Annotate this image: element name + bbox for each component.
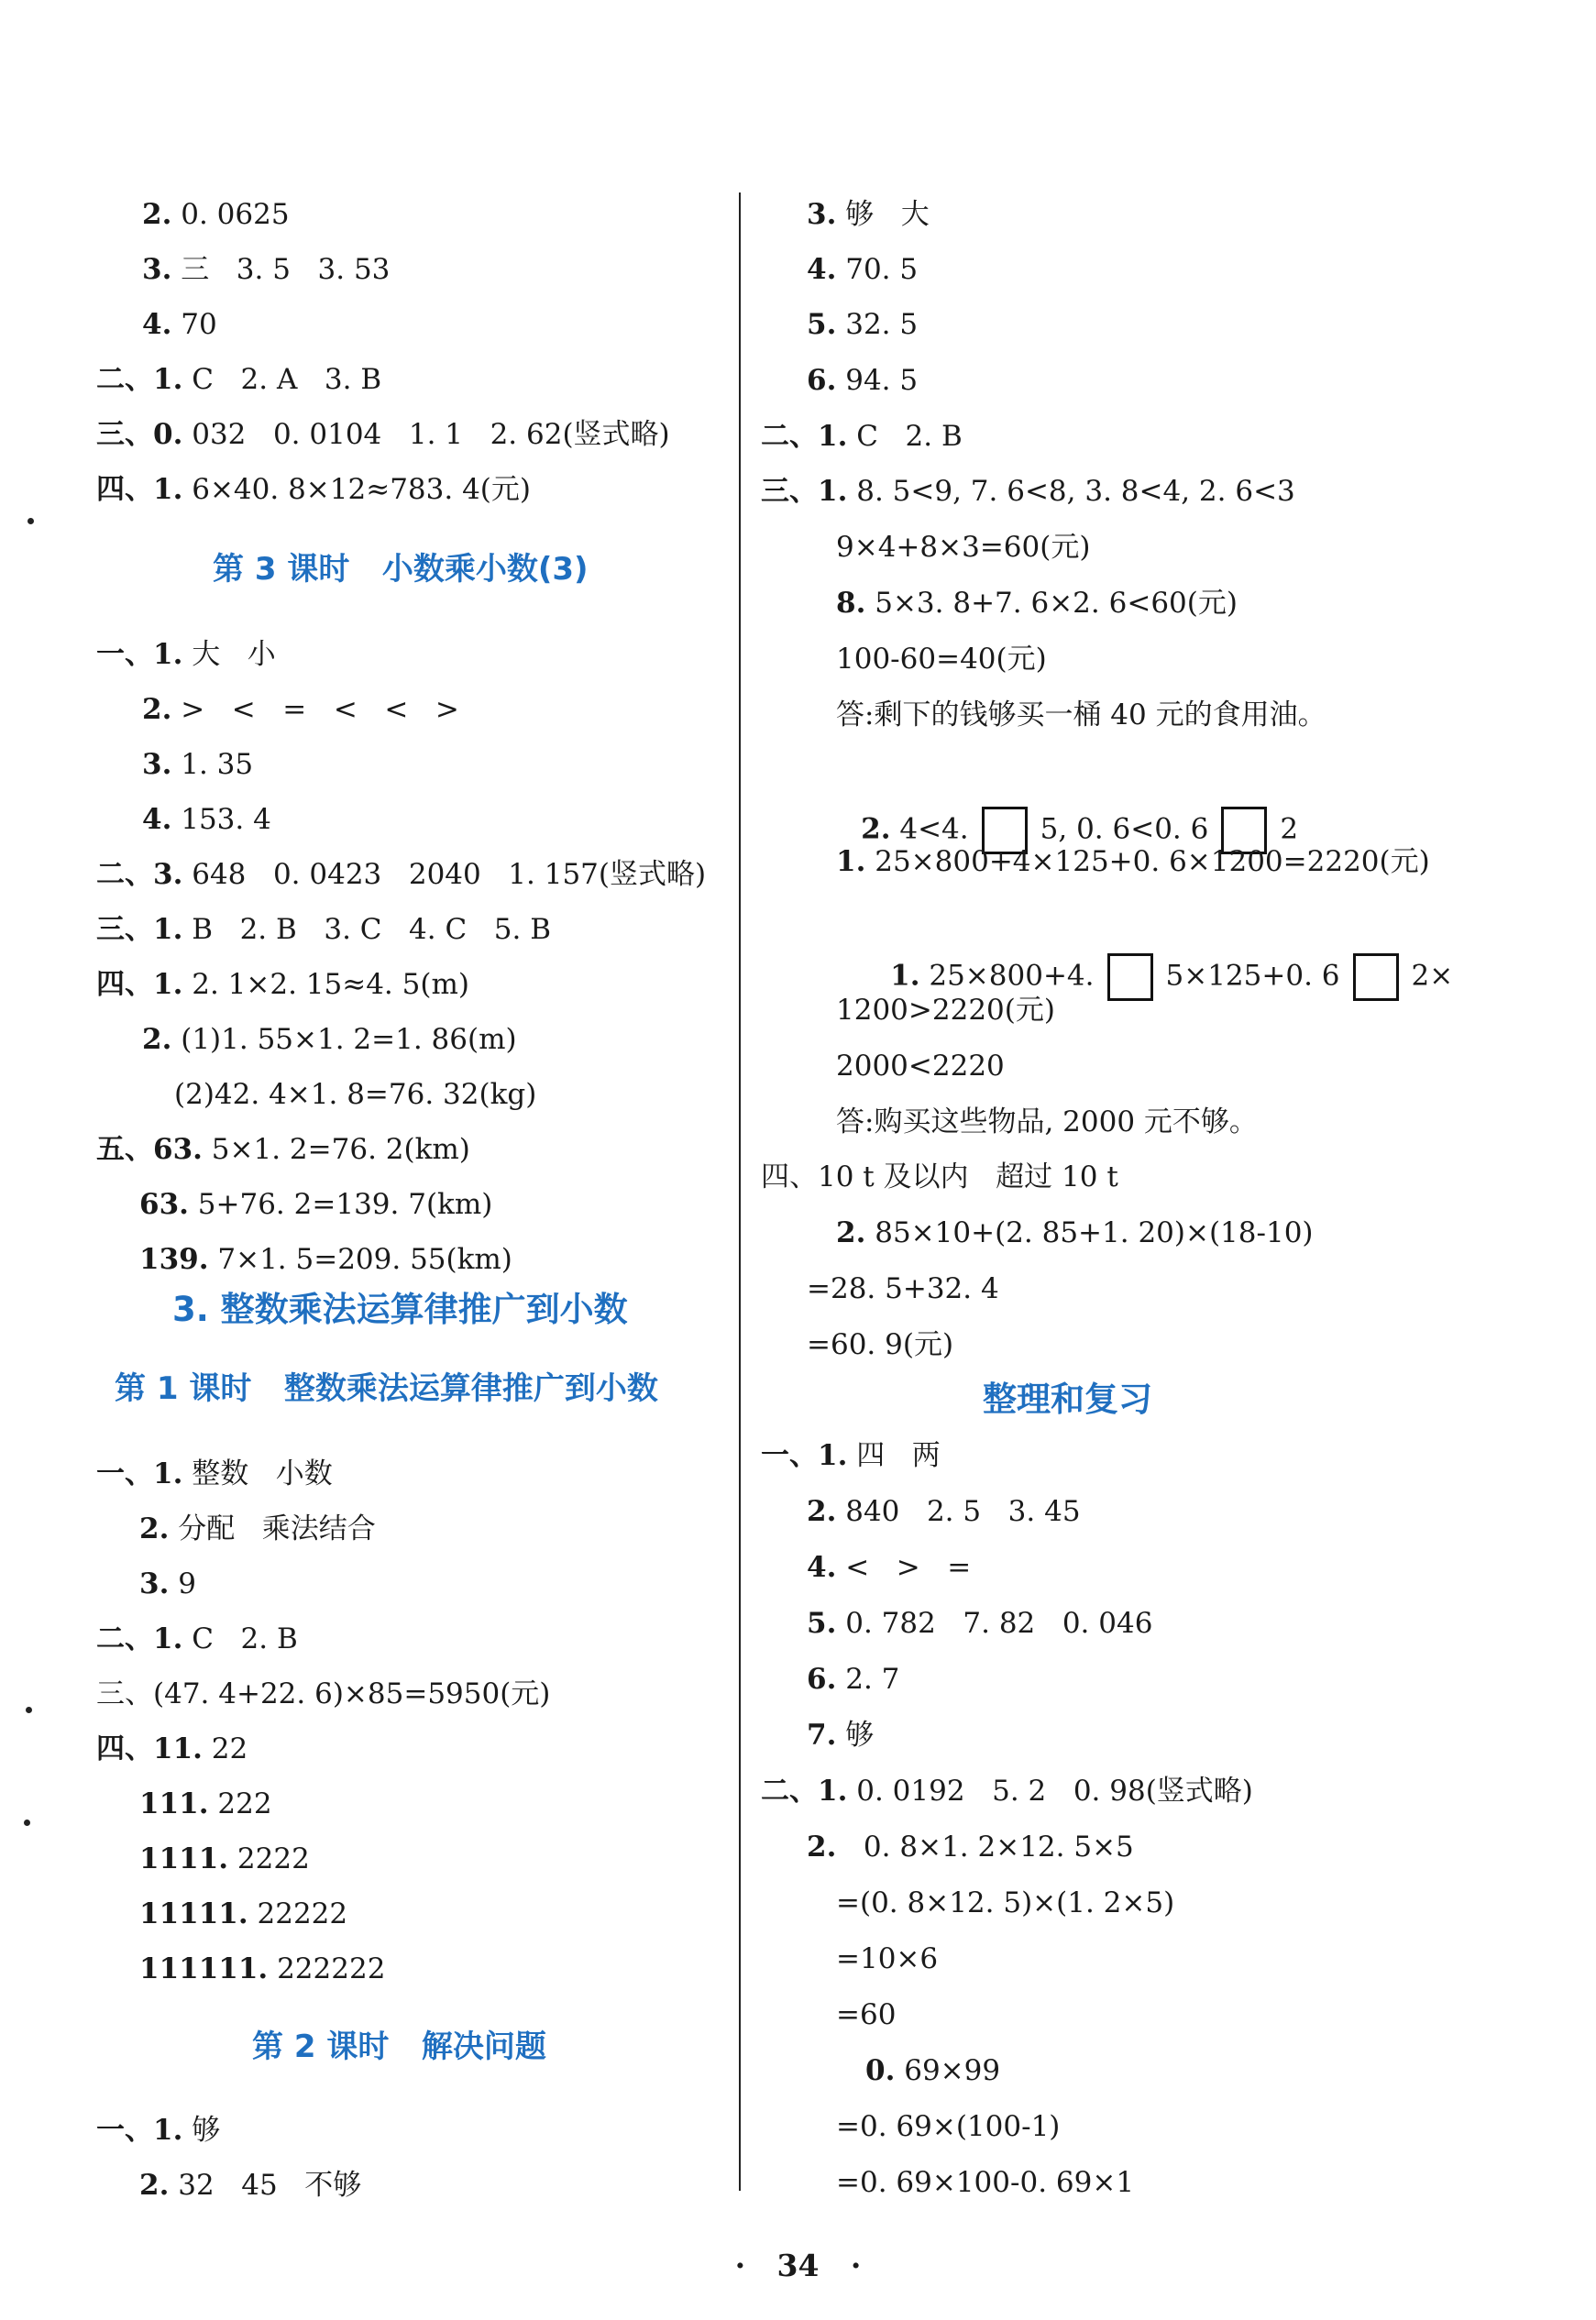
answer-line: 四、1. 2. 1×2. 15≈4. 5(m) xyxy=(96,968,469,1001)
chapter-heading: 3. 整数乘法运算律推广到小数 xyxy=(172,1290,628,1329)
answer-line: 3. 9 xyxy=(139,1567,196,1600)
answer-line: 6. 2. 7 xyxy=(807,1663,900,1696)
answer-line: 2000<2220 xyxy=(836,1050,1005,1083)
column-divider xyxy=(739,192,741,2191)
answer-line: 2. (1)1. 55×1. 2=1. 86(m) xyxy=(142,1023,517,1056)
answer-line: 4. 70. 5 xyxy=(807,253,919,286)
answer-line: 2. 840 2. 5 3. 45 xyxy=(807,1495,1081,1528)
answer-line: 1. 25×800+4×125+0. 6×1200=2220(元) xyxy=(836,845,1430,878)
answer-line: 三、0. 032 0. 0104 1. 1 2. 62(竖式略) xyxy=(96,418,670,451)
answer-line: (2)42. 4×1. 8=76. 32(kg) xyxy=(174,1078,537,1111)
page-number: · 34 · xyxy=(734,2248,862,2283)
answer-line: 111111. 222222 xyxy=(139,1952,386,1985)
answer-line: =60. 9(元) xyxy=(807,1328,954,1361)
answer-line: 二、1. C 2. B xyxy=(96,1622,298,1655)
section-heading: 第 3 课时 小数乘小数(3) xyxy=(213,551,589,588)
answer-text: 5, 0. 6<0. 6 xyxy=(1040,812,1209,846)
answer-text: 5×125+0. 6 xyxy=(1165,959,1340,993)
answer-line: =0. 69×100-0. 69×1 xyxy=(836,2166,1135,2199)
answer-line: 11111. 22222 xyxy=(139,1897,348,1930)
answer-line: 63. 5+76. 2=139. 7(km) xyxy=(139,1188,493,1221)
answer-line: 2. 分配 乘法结合 xyxy=(139,1512,376,1545)
answer-line: 二、1. 0. 0192 5. 2 0. 98(竖式略) xyxy=(761,1775,1253,1808)
answer-line: 答:剩下的钱够买一桶 40 元的食用油。 xyxy=(836,698,1326,731)
answer-line: 1200>2220(元) xyxy=(836,994,1055,1027)
answer-text: 2. 4<4. xyxy=(861,812,969,846)
answer-line: 二、3. 648 0. 0423 2040 1. 157(竖式略) xyxy=(96,858,707,891)
answer-line: 三、1. B 2. B 3. C 4. C 5. B xyxy=(96,913,551,946)
answer-line: 答:购买这些物品, 2000 元不够。 xyxy=(836,1105,1258,1138)
answer-line: 一、1. 整数 小数 xyxy=(96,1457,333,1490)
answer-line: 3. 够 大 xyxy=(807,198,930,231)
scan-mark xyxy=(28,518,34,524)
blank-box xyxy=(1353,953,1399,1001)
answer-line: 4. 70 xyxy=(142,308,217,341)
answer-line: 111. 222 xyxy=(139,1787,272,1820)
blank-box xyxy=(1107,953,1153,1001)
answer-line: 3. 1. 35 xyxy=(142,748,254,781)
answer-line: 3. 三 3. 5 3. 53 xyxy=(142,253,391,286)
answer-line: 二、1. C 2. A 3. B xyxy=(96,363,382,396)
answer-line: =0. 69×(100-1) xyxy=(836,2110,1061,2143)
answer-text: 1. 25×800+4. xyxy=(890,959,1095,993)
answer-line: 2. 32 45 不够 xyxy=(139,2169,362,2202)
scan-mark xyxy=(26,1707,32,1713)
answer-line: =28. 5+32. 4 xyxy=(807,1272,999,1305)
answer-line: 1111. 2222 xyxy=(139,1842,310,1875)
answer-line: 一、1. 四 两 xyxy=(761,1439,941,1472)
section-heading: 整理和复习 xyxy=(983,1380,1152,1419)
answer-line: 100-60=40(元) xyxy=(836,643,1047,676)
section-heading: 第 1 课时 整数乘法运算律推广到小数 xyxy=(115,1370,658,1407)
answer-line: 2. > < = < < > xyxy=(142,693,459,726)
scan-mark xyxy=(24,1820,30,1826)
answer-text: 2× xyxy=(1411,959,1454,993)
answer-line: =60 xyxy=(836,1998,897,2031)
answer-line: 三、(47. 4+22. 6)×85=5950(元) xyxy=(96,1677,551,1710)
answer-line: 0. 69×99 xyxy=(865,2054,1001,2087)
answer-line: 四、1. 6×40. 8×12≈783. 4(元) xyxy=(96,473,531,506)
answer-line: =(0. 8×12. 5)×(1. 2×5) xyxy=(836,1886,1175,1919)
answer-line: 139. 7×1. 5=209. 55(km) xyxy=(139,1243,512,1276)
answer-line: 四、11. 22 xyxy=(96,1732,248,1765)
answer-line: 5. 0. 782 7. 82 0. 046 xyxy=(807,1607,1153,1640)
answer-line: 7. 够 xyxy=(807,1719,875,1752)
answer-line: 5. 32. 5 xyxy=(807,308,919,341)
answer-line: 一、1. 够 xyxy=(96,2114,221,2147)
section-heading: 第 2 课时 解决问题 xyxy=(252,2029,546,2065)
answer-line: 2. 0. 0625 xyxy=(142,198,290,231)
answer-line: 四、10 t 及以内 超过 10 t xyxy=(761,1160,1118,1193)
answer-line: 6. 94. 5 xyxy=(807,364,919,397)
answer-line: 一、1. 大 小 xyxy=(96,638,276,671)
answer-line: 9×4+8×3=60(元) xyxy=(836,531,1091,564)
answer-line: 2. 0. 8×1. 2×12. 5×5 xyxy=(807,1831,1134,1864)
answer-line: 二、1. C 2. B xyxy=(761,420,963,453)
answer-line: =10×6 xyxy=(836,1942,939,1975)
answer-line: 4. < > = xyxy=(807,1551,972,1584)
answer-line: 2. 85×10+(2. 85+1. 20)×(18-10) xyxy=(836,1216,1314,1249)
answer-text: 2 xyxy=(1280,812,1299,846)
answer-line: 8. 5×3. 8+7. 6×2. 6<60(元) xyxy=(836,587,1238,620)
answer-line: 五、63. 5×1. 2=76. 2(km) xyxy=(96,1133,470,1166)
answer-line: 三、1. 8. 5<9, 7. 6<8, 3. 8<4, 2. 6<3 xyxy=(761,475,1295,508)
answer-line: 4. 153. 4 xyxy=(142,803,271,836)
